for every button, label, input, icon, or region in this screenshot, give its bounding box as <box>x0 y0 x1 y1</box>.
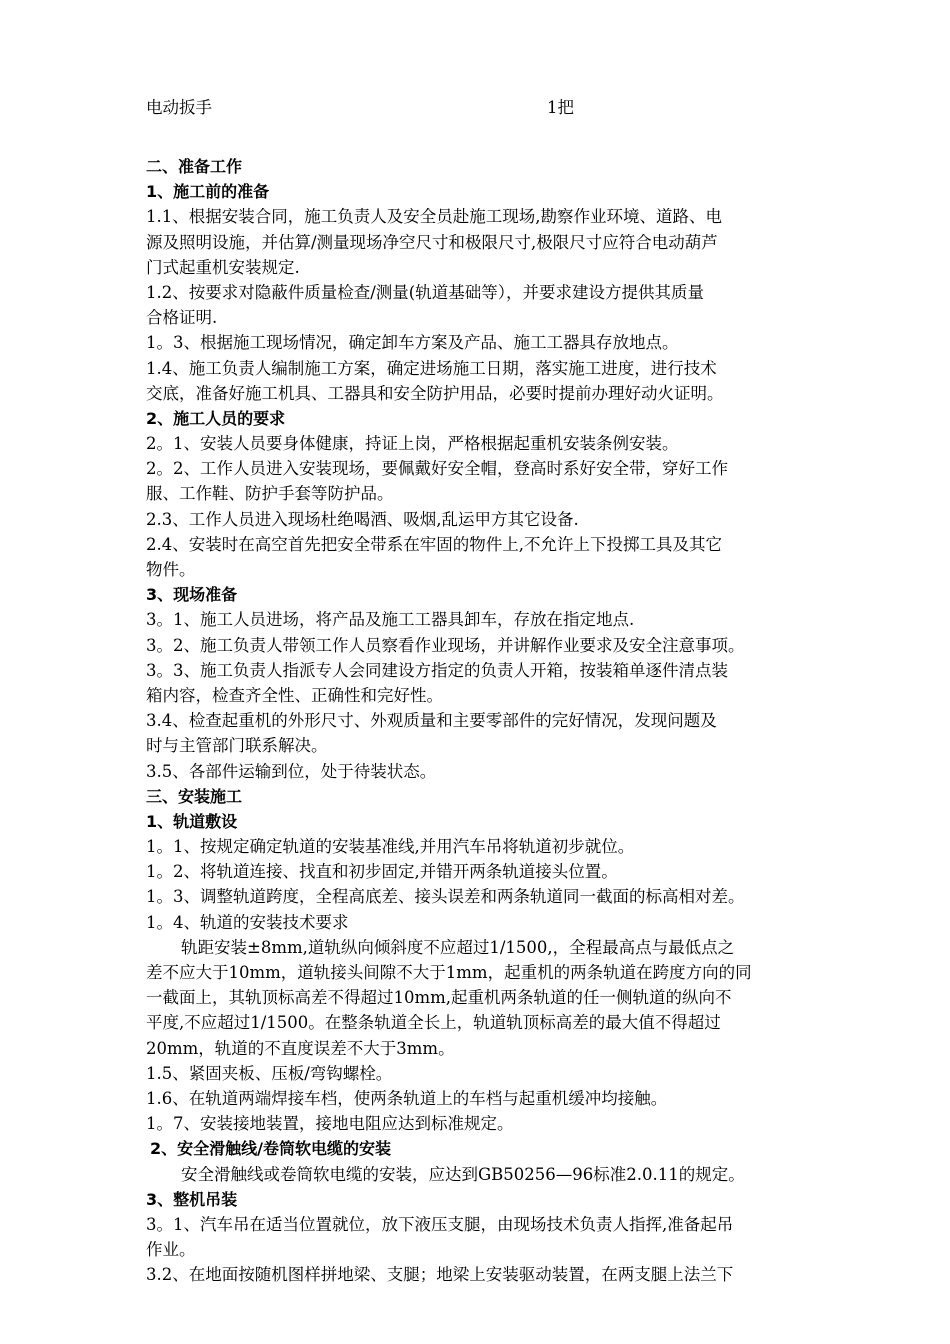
text-line: 1。3、调整轨道跨度，全程高底差、接头误差和两条轨道同一截面的标高相对差。 <box>146 887 745 907</box>
text-line: 门式起重机安装规定. <box>146 257 300 277</box>
text-line: 1.4、施工负责人编制施工方案，确定进场施工日期，落实施工进度，进行技术 <box>146 358 717 378</box>
text-line: 合格证明. <box>146 308 218 328</box>
text-line: 2.3、工作人员进入现场杜绝喝酒、吸烟,乱运甲方其它设备. <box>146 509 579 529</box>
text-line: 2.4、安装时在高空首先把安全带系在牢固的物件上,不允许上下投掷工具及其它 <box>146 534 722 554</box>
text-line: 1。7、安装接地装置，接地电阻应达到标准规定。 <box>146 1114 514 1134</box>
text-line: 源及照明设施，并估算/测量现场净空尺寸和极限尺寸,极限尺寸应符合电动葫芦 <box>146 232 718 252</box>
text-line: 1.6、在轨道两端焊接车档，使两条轨道上的车档与起重机缓冲均接触。 <box>146 1088 668 1108</box>
text-line: 差不应大于10mm，道轨接头间隙不大于1mm，起重机的两条轨道在跨度方向的同 <box>146 963 752 982</box>
text-line: 1。2、将轨道连接、找直和初步固定,并错开两条轨道接头位置。 <box>146 862 618 882</box>
section-heading: 三、安装施工 <box>146 786 243 806</box>
text-line: 轨距安装±8mm,道轨纵向倾斜度不应超过1/1500,，全程最高点与最低点之 <box>181 937 735 957</box>
section-heading: 2、安全滑触线/卷筒软电缆的安装 <box>150 1139 391 1159</box>
text-line: 时与主管部门联系解决。 <box>146 736 328 756</box>
text-line: 交底，准备好施工机具、工器具和安全防护用品，必要时提前办理好动火证明。 <box>146 383 724 403</box>
text-line: 20mm，轨道的不直度误差不大于3mm。 <box>146 1038 455 1058</box>
text-line: 2。2、工作人员进入安装现场，要佩戴好安全帽，登高时系好安全带，穿好工作 <box>146 459 728 479</box>
text-line: 1.2、按要求对隐蔽件质量检查/测量(轨道基础等），并要求建设方提供其质量 <box>146 282 704 302</box>
text-line: 1。3、根据施工现场情况，确定卸车方案及产品、施工工器具存放地点。 <box>146 333 679 353</box>
section-heading: 3、现场准备 <box>146 585 238 605</box>
tool-quantity: 1把 <box>547 98 574 117</box>
text-line: 3.2、在地面按随机图样拼地梁、支腿；地梁上安装驱动装置，在两支腿上法兰下 <box>146 1265 734 1285</box>
text-line: 1.1、根据安装合同，施工负责人及安全员赴施工现场,勘察作业环境、道路、电 <box>146 207 722 227</box>
text-line: 箱内容，检查齐全性、正确性和完好性。 <box>146 685 443 705</box>
text-line: 1。1、按规定确定轨道的安装基准线,并用汽车吊将轨道初步就位。 <box>146 837 635 857</box>
text-line: 3.4、检查起重机的外形尺寸、外观质量和主要零部件的完好情况，发现问题及 <box>146 711 717 731</box>
section-heading: 3、整机吊装 <box>146 1189 238 1209</box>
section-heading: 1、轨道敷设 <box>146 811 238 831</box>
text-line: 2。1、安装人员要身体健康，持证上岗，严格根据起重机安装条例安装。 <box>146 434 679 454</box>
text-line: 一截面上，其轨顶标高差不得超过10mm,起重机两条轨道的任一侧轨道的纵向不 <box>146 988 732 1008</box>
text-line: 3.5、各部件运输到位，处于待装状态。 <box>146 761 437 781</box>
section-heading: 2、施工人员的要求 <box>146 408 286 428</box>
text-line: 物件。 <box>146 560 196 579</box>
document-body <box>146 154 836 1287</box>
text-line: 3。3、施工负责人指派专人会同建设方指定的负责人开箱，按装箱单逐件清点装 <box>146 660 728 680</box>
section-heading: 二、准备工作 <box>146 157 243 176</box>
text-line: 3。1、汽车吊在适当位置就位，放下液压支腿，由现场技术负责人指挥,准备起吊 <box>146 1214 734 1234</box>
section-heading: 1、施工前的准备 <box>146 182 270 202</box>
text-line: 3。2、施工负责人带领工作人员察看作业现场，并讲解作业要求及安全注意事项。 <box>146 635 745 655</box>
text-line: 1。4、轨道的安装技术要求 <box>146 912 349 932</box>
text-line: 1.5、紧固夹板、压板/弯钩螺栓。 <box>146 1063 393 1083</box>
text-line: 平度,不应超过1/1500。在整条轨道全长上，轨道轨顶标高差的最大值不得超过 <box>146 1013 721 1033</box>
tool-name: 电动扳手 <box>146 98 212 117</box>
text-line: 作业。 <box>146 1240 196 1260</box>
text-line: 服、工作鞋、防护手套等防护品。 <box>146 484 394 504</box>
text-line: 3。1、施工人员进场，将产品及施工工器具卸车，存放在指定地点. <box>146 610 635 630</box>
text-line: 安全滑触线或卷筒软电缆的安装，应达到GB50256—96标准2.0.11的规定。 <box>181 1164 745 1184</box>
